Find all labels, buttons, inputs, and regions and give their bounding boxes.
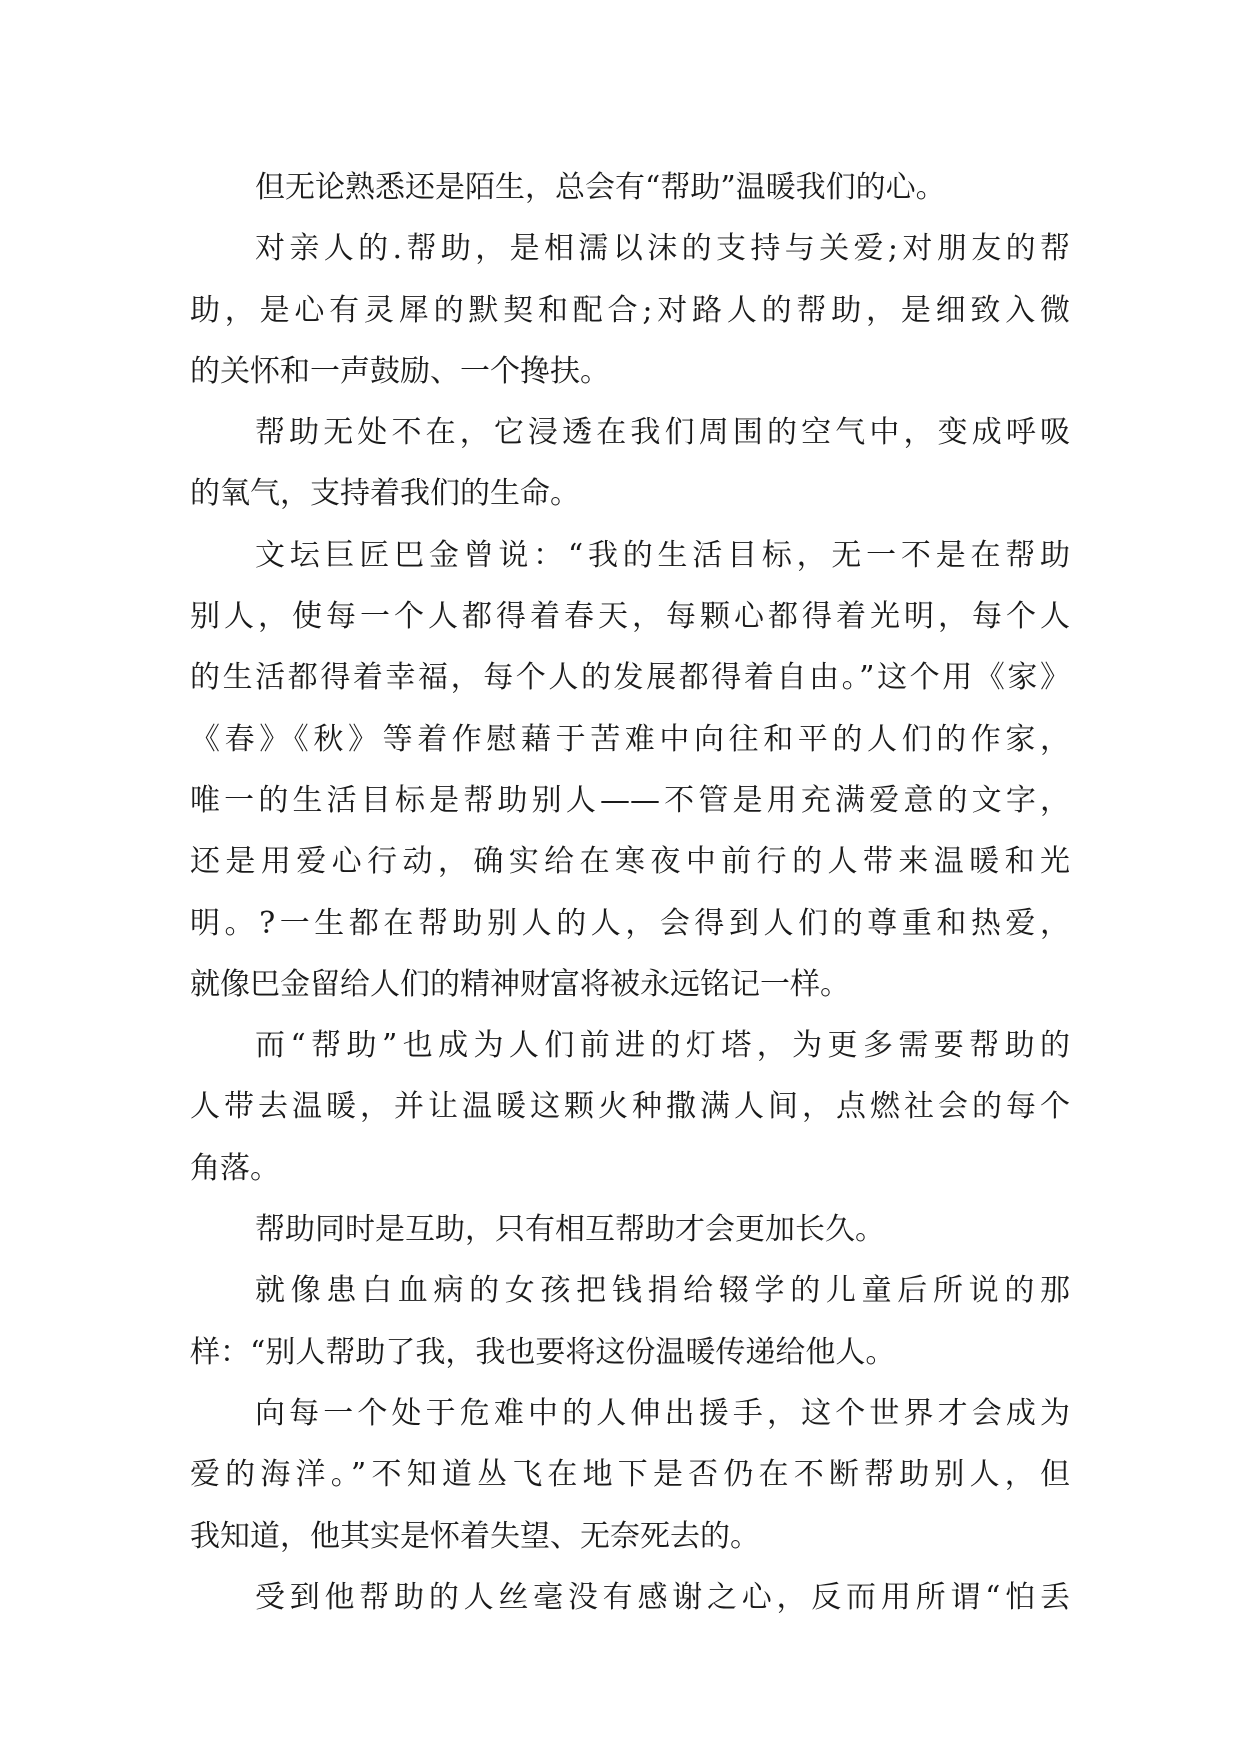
text-line: 《春》《秋》等着作慰藉于苦难中向往和平的人们的作家， — [190, 721, 1070, 757]
text-line: 还是用爱心行动，确实给在寒夜中前行的人带来温暖和光 — [190, 844, 1070, 880]
text-line: 的氧气，支持着我们的生命。 — [190, 476, 580, 512]
text-line: 我知道，他其实是怀着失望、无奈死去的。 — [190, 1518, 760, 1554]
text-line: 别人，使每一个人都得着春天，每颗心都得着光明，每个人 — [190, 599, 1070, 635]
text-line: 帮助无处不在，它浸透在我们周围的空气中，变成呼吸 — [255, 415, 1070, 451]
text-line: 角落。 — [190, 1150, 280, 1186]
text-line: 就像巴金留给人们的精神财富将被永远铭记一样。 — [190, 966, 850, 1002]
text-line: 而“帮助”也成为人们前进的灯塔，为更多需要帮助的 — [255, 1028, 1070, 1064]
text-line: 向每一个处于危难中的人伸出援手，这个世界才会成为 — [255, 1395, 1070, 1431]
text-line: 的生活都得着幸福，每个人的发展都得着自由。”这个用《家》 — [190, 660, 1070, 696]
text-line: 唯一的生活目标是帮助别人——不管是用充满爱意的文字， — [190, 782, 1070, 818]
text-line: 就像患白血病的女孩把钱捐给辍学的儿童后所说的那 — [255, 1273, 1070, 1309]
text-line: 文坛巨匠巴金曾说：“我的生活目标，无一不是在帮助 — [255, 537, 1070, 573]
text-line: 帮助同时是互助，只有相互帮助才会更加长久。 — [255, 1212, 885, 1248]
body-text — [190, 157, 1070, 1628]
text-line: 对亲人的.帮助，是相濡以沫的支持与关爱;对朋友的帮 — [255, 231, 1070, 267]
text-line: 人带去温暖，并让温暖这颗火种撒满人间，点燃社会的每个 — [190, 1089, 1070, 1125]
text-line: 受到他帮助的人丝毫没有感谢之心，反而用所谓“怕丢 — [255, 1579, 1070, 1615]
text-line: 样：“别人帮助了我，我也要将这份温暖传递给他人。 — [190, 1334, 896, 1370]
text-line: 助，是心有灵犀的默契和配合;对路人的帮助，是细致入微 — [190, 292, 1070, 328]
text-line: 爱的海洋。”不知道丛飞在地下是否仍在不断帮助别人，但 — [190, 1457, 1070, 1493]
text-line: 的关怀和一声鼓励、一个搀扶。 — [190, 353, 610, 389]
text-line: 但无论熟悉还是陌生，总会有“帮助”温暖我们的心。 — [255, 170, 946, 205]
text-line: 明。?一生都在帮助别人的人，会得到人们的尊重和热爱， — [190, 905, 1070, 941]
